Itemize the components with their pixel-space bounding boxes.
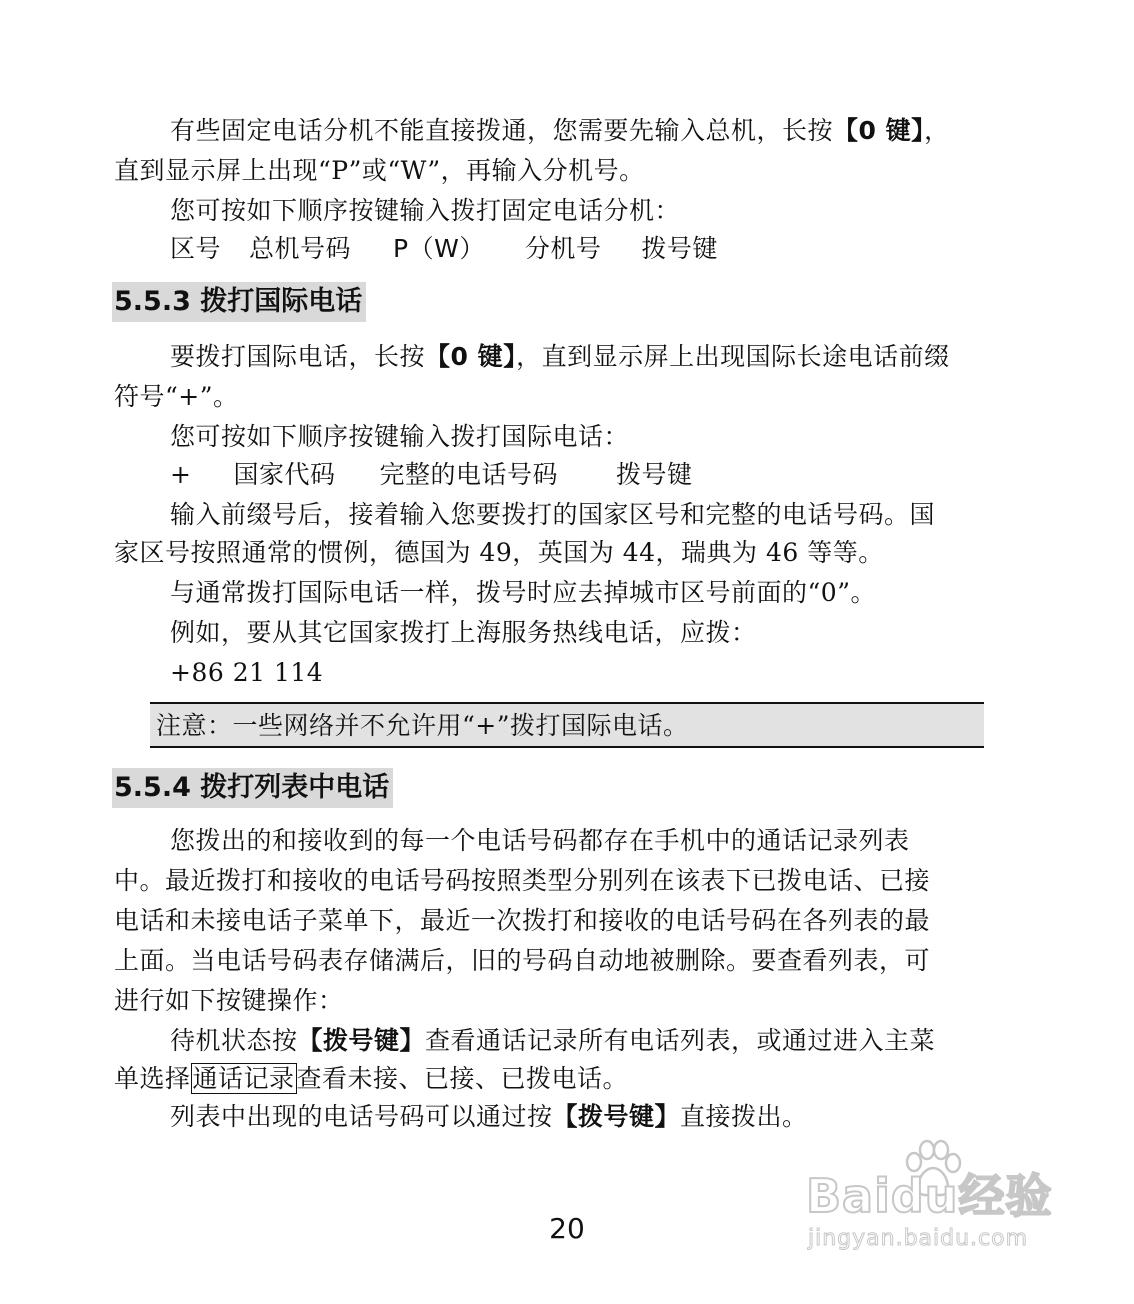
text: 待机状态按 [170,1026,298,1055]
paragraph-line [170,116,950,146]
section-heading: 5.5.3 拨打国际电话 [112,282,366,322]
paragraph-line [170,342,950,372]
watermark-brand: Baidu经验 [806,1169,1053,1223]
text: ， [924,116,950,145]
note-box [150,702,984,748]
text: 要拨打国际电话，长按 [170,342,426,371]
dial-example: +86 21 114 [170,658,324,687]
paragraph-line: 您拨出的和接收到的每一个电话号码都存在手机中的通话记录列表 [170,826,910,855]
page-number: 20 [549,1212,585,1245]
menu-name: 通话记录 [192,1064,295,1093]
paragraph-line: 进行如下按键操作： [114,986,344,1015]
sequence-step: 分机号 [524,234,602,263]
text: 查看通话记录所有电话列表，或通过进入主菜 [425,1026,936,1055]
dial-sequence [170,234,718,264]
paragraph-line: 与通常拨打国际电话一样，拨号时应去掉城市区号前面的“0”。 [170,578,876,607]
paragraph-line: 电话和未接电话子菜单下，最近一次拨打和接收的电话号码在各列表的最 [114,906,931,935]
text: 有些固定电话分机不能直接拨通，您需要先输入总机，长按 [170,116,834,145]
sequence-step: 国家代码 [233,460,336,489]
sequence-step: + [170,460,192,489]
key-label: 【拨号键】 [297,1026,426,1055]
paragraph-line: 中。最近拨打和接收的电话号码按照类型分别列在该表下已拨电话、已接 [114,866,931,895]
paragraph-line: 您可按如下顺序按键输入拨打固定电话分机： [170,196,681,225]
paragraph-line: 输入前缀号后，接着输入您要拨打的国家区号和完整的电话号码。国 [170,500,936,529]
key-label: 【0 键】 [833,116,925,145]
sequence-step: 完整的电话号码 [379,460,558,489]
key-label: 【0 键】 [425,342,517,371]
paragraph-line: 直到显示屏上出现“P”或“W”，再输入分机号。 [114,156,645,185]
sequence-step: 总机号码 [249,234,352,263]
text: 单选择 [114,1064,191,1093]
paragraph-line: 家区号按照通常的惯例，德国为 49，英国为 44，瑞典为 46 等等。 [114,538,884,567]
paragraph-line: 您可按如下顺序按键输入拨打国际电话： [170,422,630,451]
sequence-step: 拨号键 [641,234,718,263]
sequence-step: 区号 [170,234,222,263]
paragraph-line [170,1026,935,1056]
paragraph-line [170,1102,808,1132]
text: 直接拨出。 [680,1102,808,1131]
text: 列表中出现的电话号码可以通过按 [170,1102,553,1131]
note-text: 注意：一些网络并不允许用“+”拨打国际电话。 [156,711,689,740]
sequence-step: P（W） [393,234,485,263]
key-label: 【拨号键】 [552,1102,681,1131]
text: 查看未接、已接、已拨电话。 [296,1064,629,1093]
section-heading: 5.5.4 拨打列表中电话 [112,768,393,808]
paragraph-line: 例如，要从其它国家拨打上海服务热线电话，应拨： [170,618,757,647]
paragraph-line [114,1064,628,1094]
watermark-url: jingyan.baidu.com [808,1226,1029,1251]
paragraph-line: 符号“+”。 [114,382,239,411]
text: ，直到显示屏上出现国际长途电话前缀 [516,342,950,371]
dial-sequence [170,460,693,490]
paragraph-line: 上面。当电话号码表存储满后，旧的号码自动地被删除。要查看列表，可 [114,946,931,975]
sequence-step: 拨号键 [615,460,693,489]
